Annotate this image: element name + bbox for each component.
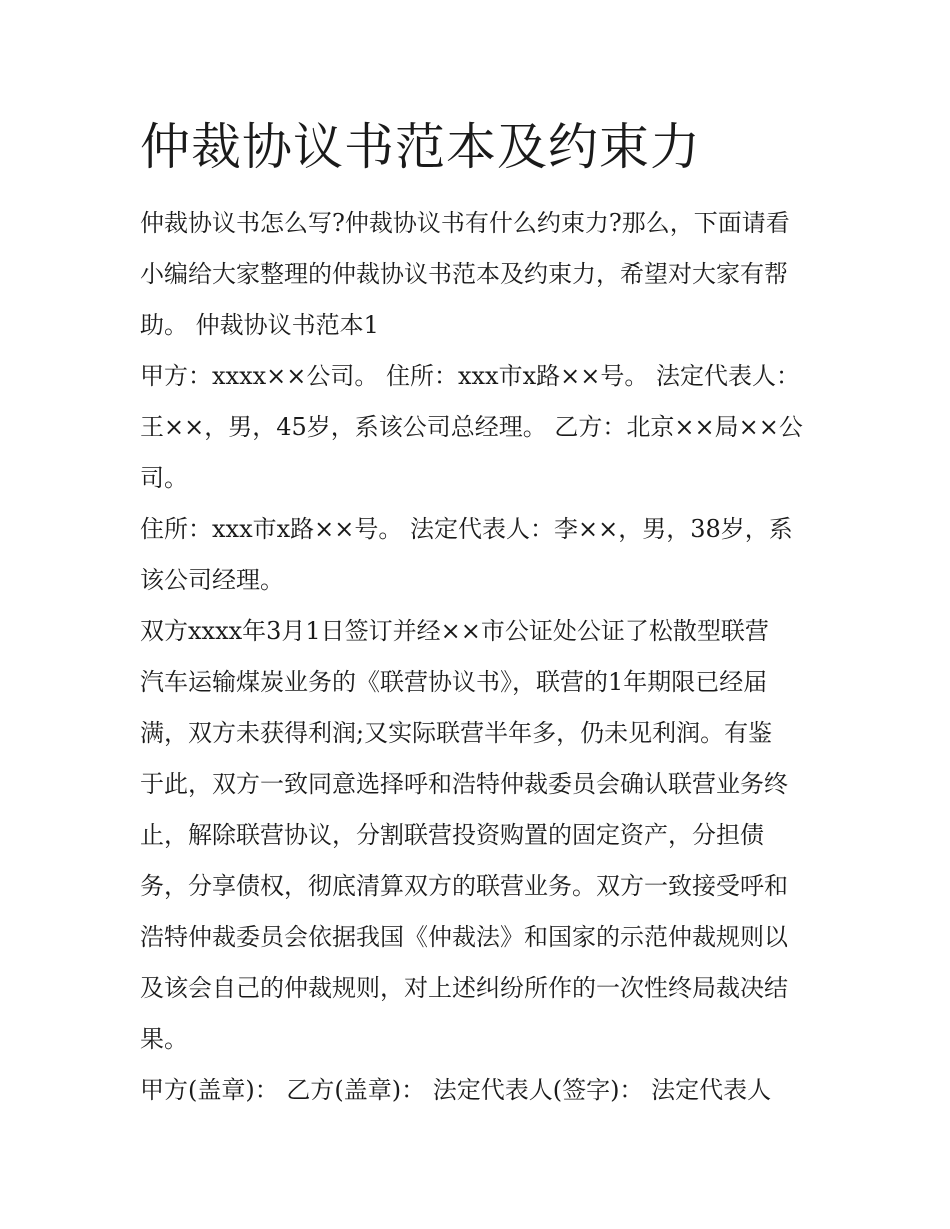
text-line: 王××，男，45岁，系该公司总经理。 乙方：北京××局××公 (140, 413, 803, 441)
paragraph-agreement (140, 606, 820, 1065)
paragraph-party-b (140, 504, 820, 606)
document-title: 仲裁协议书范本及约束力 (140, 118, 701, 176)
text-line: 司。 (140, 464, 188, 492)
paragraph-signatures (140, 1065, 820, 1116)
text-line: 住所：xxx市x路××号。 法定代表人：李××，男，38岁，系 (140, 515, 793, 543)
text-line: 务，分享债权，彻底清算双方的联营业务。双方一致接受呼和 (140, 872, 788, 900)
text-line: 于此，双方一致同意选择呼和浩特仲裁委员会确认联营业务终 (140, 770, 788, 798)
paragraph-intro (140, 198, 820, 351)
text-line: 小编给大家整理的仲裁协议书范本及约束力，希望对大家有帮 (140, 260, 788, 288)
paragraph-party-a (140, 351, 820, 504)
text-line: 止，解除联营协议，分割联营投资购置的固定资产，分担债 (140, 821, 764, 849)
document-body (140, 198, 820, 1116)
text-line: 及该会自己的仲裁规则，对上述纠纷所作的一次性终局裁决结 (140, 974, 788, 1002)
text-line: 果。 (140, 1025, 188, 1053)
text-line: 满，双方未获得利润;又实际联营半年多，仍未见利润。有鉴 (140, 719, 773, 747)
text-line: 助。 仲裁协议书范本1 (140, 311, 379, 339)
text-line: 甲方(盖章)： 乙方(盖章)： 法定代表人(签字)： 法定代表人 (140, 1076, 772, 1104)
text-line: 汽车运输煤炭业务的《联营协议书》，联营的1年期限已经届 (140, 668, 768, 696)
text-line: 该公司经理。 (140, 566, 284, 594)
text-line: 仲裁协议书怎么写?仲裁协议书有什么约束力?那么，下面请看 (140, 209, 790, 237)
text-line: 甲方：xxxx××公司。 住所：xxx市x路××号。 法定代表人： (140, 362, 800, 390)
text-line: 双方xxxx年3月1日签订并经××市公证处公证了松散型联营 (140, 617, 769, 645)
text-line: 浩特仲裁委员会依据我国《仲裁法》和国家的示范仲裁规则以 (140, 923, 788, 951)
